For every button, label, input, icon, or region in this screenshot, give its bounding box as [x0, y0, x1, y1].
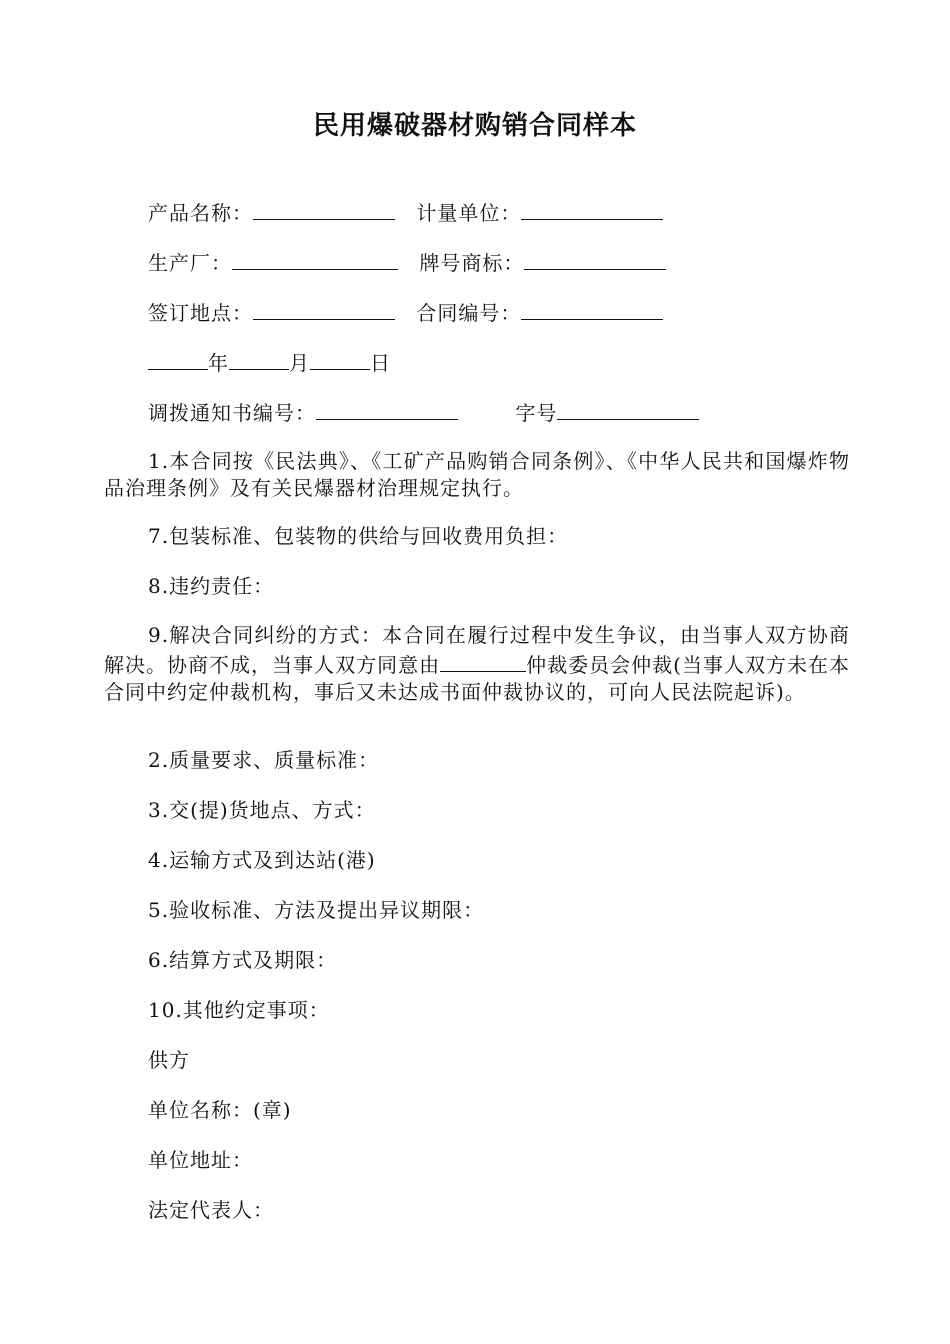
- manufacturer-label: 生产厂：: [148, 251, 232, 275]
- unit-label: 计量单位：: [416, 201, 522, 225]
- manufacturer-blank[interactable]: [232, 247, 398, 270]
- field-row-sign: [148, 297, 663, 328]
- clause-1-text: 1.本合同按《民法典》、《工矿产品购销合同条例》、《中华人民共和国爆炸物品治理条例》及有关民爆器材治理规定执行。: [104, 449, 850, 500]
- day-label: 日: [370, 351, 391, 375]
- field-row-allocation: [148, 397, 699, 428]
- contract-no-field: [416, 297, 663, 328]
- clause-3: 3.交(提)货地点、方式：: [148, 798, 376, 822]
- year-label: 年: [208, 351, 229, 375]
- clause-7: 7.包装标准、包装物的供给与回收费用负担：: [148, 524, 569, 548]
- field-row-date: [148, 347, 391, 378]
- contract-no-label: 合同编号：: [416, 301, 522, 325]
- month-label: 月: [289, 351, 310, 375]
- brand-field: [419, 247, 666, 278]
- brand-label: 牌号商标：: [419, 251, 525, 275]
- clause-8: 8.违约责任：: [148, 574, 275, 598]
- unit-blank[interactable]: [521, 197, 663, 220]
- char-no-blank[interactable]: [557, 397, 699, 420]
- char-no-label: 字号: [515, 401, 558, 425]
- supplier-address: 单位地址：: [148, 1148, 253, 1172]
- field-row-product: [148, 197, 663, 228]
- product-name-label: 产品名称：: [148, 201, 253, 225]
- contract-no-blank[interactable]: [521, 297, 663, 320]
- unit-field: [416, 197, 663, 228]
- clause-9: [104, 622, 850, 706]
- document-title: 民用爆破器材购销合同样本: [312, 111, 637, 141]
- manufacturer-field: [148, 247, 398, 278]
- sign-place-label: 签订地点：: [148, 301, 253, 325]
- clause-9-text-a: 9.解决合同纠纷的方式：本合同在履行过程中发生争议，由当事人双方协商解决。协商不成，当事人双方同意由: [104, 623, 850, 677]
- sign-place-blank[interactable]: [253, 297, 395, 320]
- clause-4: 4.运输方式及到达站(港): [148, 848, 376, 872]
- supplier-heading: 供方: [148, 1048, 190, 1072]
- clause-1: [104, 448, 850, 502]
- year-blank[interactable]: [148, 347, 208, 370]
- clause-10: 10.其他约定事项：: [148, 998, 330, 1022]
- allocation-no-label: 调拨通知书编号：: [148, 401, 316, 425]
- allocation-no-field: [148, 397, 458, 428]
- month-blank[interactable]: [229, 347, 289, 370]
- supplier-unit-name: 单位名称：(章): [148, 1098, 292, 1122]
- supplier-legal-rep: 法定代表人：: [148, 1198, 274, 1222]
- day-blank[interactable]: [310, 347, 370, 370]
- clause-5: 5.验收标准、方法及提出异议期限：: [148, 898, 485, 922]
- char-no-field: [515, 397, 699, 428]
- brand-blank[interactable]: [524, 247, 666, 270]
- clause-6: 6.结算方式及期限：: [148, 948, 338, 972]
- clause-9-text-b: 仲裁委员会仲裁(当事人双方未在本合同中约定仲裁机构，事后又未达成书面仲裁协议的，可向人民法院起诉)。: [104, 653, 850, 704]
- product-name-blank[interactable]: [253, 197, 395, 220]
- allocation-no-blank[interactable]: [316, 397, 458, 420]
- field-row-manufacturer: [148, 247, 666, 278]
- product-name-field: [148, 197, 395, 228]
- sign-place-field: [148, 297, 395, 328]
- clause-2: 2.质量要求、质量标准：: [148, 748, 380, 772]
- arbitration-blank[interactable]: [440, 649, 526, 672]
